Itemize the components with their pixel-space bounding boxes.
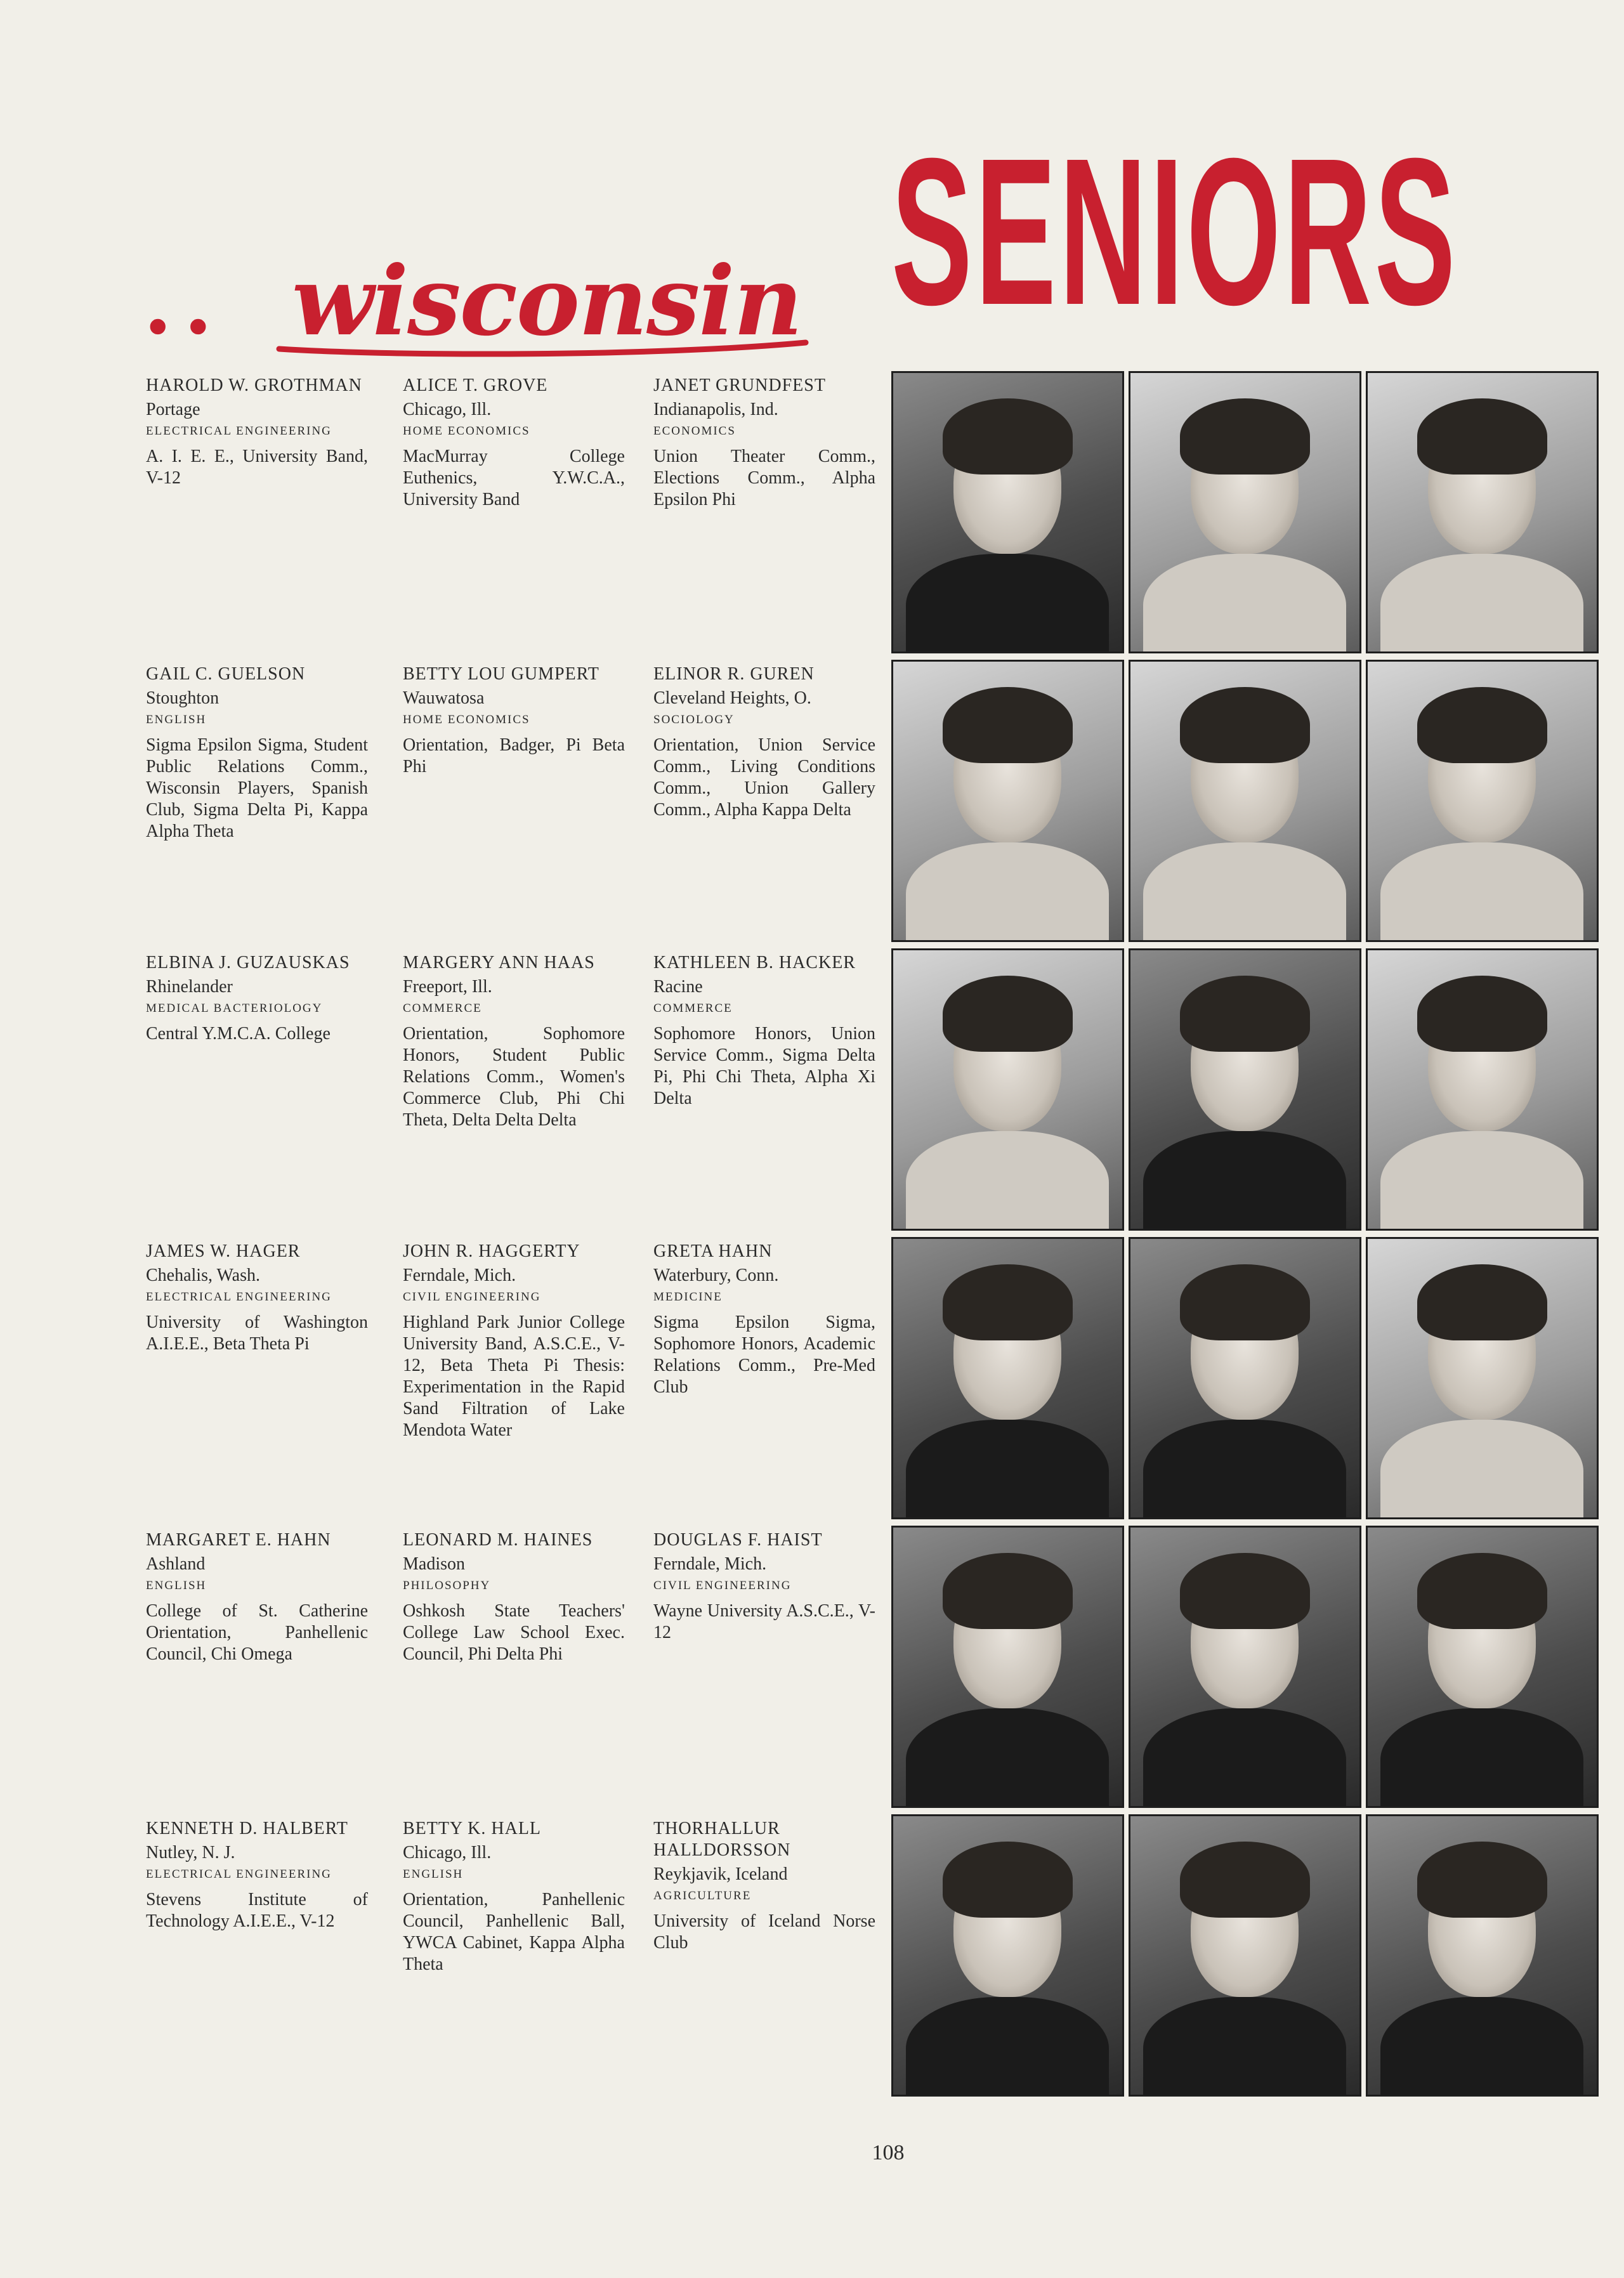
senior-entry — [146, 1241, 368, 1355]
senior-activities: Orientation, Panhellenic Council, Panhellenic Ball, YWCA Cabinet, Kappa Alpha Theta — [403, 1890, 625, 1974]
portrait-photo — [1366, 1526, 1599, 1808]
senior-name: BETTY K. HALL — [403, 1819, 542, 1838]
senior-activities: Central Y.M.C.A. College — [146, 1024, 331, 1044]
portrait-photo — [1129, 1526, 1361, 1808]
senior-entry — [403, 664, 625, 778]
senior-name: JANET GRUNDFEST — [653, 376, 826, 395]
page-number: 108 — [872, 2141, 905, 2164]
senior-entry — [403, 1529, 625, 1665]
senior-entry — [146, 375, 368, 489]
senior-entry — [403, 375, 625, 511]
senior-hometown: Ashland — [146, 1554, 206, 1574]
portrait-photo — [1129, 371, 1361, 653]
portrait-strip — [891, 1237, 1599, 1524]
senior-entry — [653, 952, 875, 1110]
portrait-photo — [1366, 1237, 1599, 1519]
senior-activities: Wayne University A.S.C.E., V-12 — [653, 1601, 875, 1642]
senior-row — [146, 1526, 1599, 1812]
senior-field: HOME ECONOMICS — [403, 424, 530, 438]
senior-name: KATHLEEN B. HACKER — [653, 953, 856, 972]
senior-activities: Union Theater Comm., Elections Comm., Alpha Epsilon Phi — [653, 447, 875, 509]
senior-activities: Sigma Epsilon Sigma, Student Public Relations Comm., Wisconsin Players, Spanish Club, Sigma Delta Pi, Kappa Alpha Theta — [146, 735, 368, 841]
senior-field: SOCIOLOGY — [653, 713, 735, 726]
senior-activities: Sigma Epsilon Sigma, Sophomore Honors, Academic Relations Comm., Pre-Med Club — [653, 1312, 875, 1397]
senior-activities: Stevens Institute of Technology A.I.E.E., V-12 — [146, 1890, 368, 1931]
heading-dots: .. — [146, 249, 226, 354]
senior-field: ENGLISH — [403, 1868, 464, 1881]
senior-hometown: Chicago, Ill. — [403, 400, 492, 419]
senior-activities: Orientation, Union Service Comm., Living Conditions Comm., Union Gallery Comm., Alpha Kappa Delta — [653, 735, 875, 820]
portrait-photo — [1129, 1237, 1361, 1519]
portrait-strip — [891, 1814, 1599, 2101]
portrait-photo — [1366, 371, 1599, 653]
senior-entry — [403, 1818, 625, 1975]
portrait-photo — [891, 660, 1124, 942]
portrait-strip — [891, 660, 1599, 946]
senior-row — [146, 1814, 1599, 2101]
senior-entry — [146, 1818, 368, 1932]
portrait-photo — [1129, 660, 1361, 942]
senior-entry — [146, 952, 368, 1045]
senior-hometown: Portage — [146, 400, 200, 419]
portrait-photo — [891, 1814, 1124, 2097]
senior-hometown: Madison — [403, 1554, 465, 1574]
senior-field: COMMERCE — [653, 1002, 733, 1015]
senior-entry — [146, 664, 368, 842]
senior-hometown: Racine — [653, 977, 703, 997]
senior-name: GRETA HAHN — [653, 1241, 773, 1261]
senior-field: ENGLISH — [146, 713, 207, 726]
senior-hometown: Nutley, N. J. — [146, 1843, 235, 1862]
senior-field: MEDICAL BACTERIOLOGY — [146, 1002, 323, 1015]
senior-hometown: Stoughton — [146, 688, 219, 708]
senior-field: CIVIL ENGINEERING — [653, 1579, 792, 1592]
portrait-photo — [1129, 948, 1361, 1231]
senior-field: ECONOMICS — [653, 424, 736, 438]
senior-name: HAROLD W. GROTHMAN — [146, 376, 362, 395]
senior-activities: University of Washington A.I.E.E., Beta Theta Pi — [146, 1312, 368, 1354]
senior-field: CIVIL ENGINEERING — [403, 1290, 541, 1304]
senior-name: ELBINA J. GUZAUSKAS — [146, 953, 350, 972]
senior-entry — [653, 1529, 875, 1644]
portrait-photo — [1366, 1814, 1599, 2097]
senior-hometown: Ferndale, Mich. — [653, 1554, 767, 1574]
portrait-photo — [891, 1526, 1124, 1808]
senior-name: MARGERY ANN HAAS — [403, 953, 595, 972]
script-heading — [146, 245, 875, 362]
senior-hometown: Rhinelander — [146, 977, 233, 997]
portrait-strip — [891, 948, 1599, 1235]
senior-hometown: Freeport, Ill. — [403, 977, 492, 997]
senior-field: COMMERCE — [403, 1002, 482, 1015]
senior-hometown: Chehalis, Wash. — [146, 1266, 260, 1285]
senior-field: ELECTRICAL ENGINEERING — [146, 1290, 332, 1304]
portrait-photo — [1129, 1814, 1361, 2097]
senior-row — [146, 371, 1599, 658]
senior-activities: A. I. E. E., University Band, V-12 — [146, 447, 368, 488]
senior-field: ENGLISH — [146, 1579, 207, 1592]
senior-field: HOME ECONOMICS — [403, 713, 530, 726]
senior-hometown: Waterbury, Conn. — [653, 1266, 779, 1285]
senior-field: MEDICINE — [653, 1290, 723, 1304]
wisconsin-script-title: wisconsin — [292, 245, 802, 357]
portrait-photo — [1366, 660, 1599, 942]
senior-activities: Highland Park Junior College University Band, A.S.C.E., V-12, Beta Theta Pi Thesis: Experimentation in the Rapid Sand Filtration of Lake Mendota Water — [403, 1312, 625, 1440]
senior-field: PHILOSOPHY — [403, 1579, 491, 1592]
senior-field: ELECTRICAL ENGINEERING — [146, 1868, 332, 1881]
portrait-photo — [1366, 948, 1599, 1231]
senior-activities: Orientation, Sophomore Honors, Student Public Relations Comm., Women's Commerce Club, Phi Chi Theta, Delta Delta Delta — [403, 1024, 625, 1130]
senior-hometown: Ferndale, Mich. — [403, 1266, 516, 1285]
senior-name: BETTY LOU GUMPERT — [403, 664, 599, 684]
portrait-photo — [891, 948, 1124, 1231]
senior-activities: MacMurray College Euthenics, Y.W.C.A., University Band — [403, 447, 625, 509]
senior-row — [146, 1237, 1599, 1524]
senior-entry — [653, 1241, 875, 1398]
senior-entry — [653, 1818, 875, 1954]
senior-name: JAMES W. HAGER — [146, 1241, 301, 1261]
senior-name: ELINOR R. GUREN — [653, 664, 815, 684]
senior-name: THORHALLUR HALLDORSSON — [653, 1819, 791, 1860]
senior-name: MARGARET E. HAHN — [146, 1530, 331, 1550]
senior-activities: Oshkosh State Teachers' College Law School Exec. Council, Phi Delta Phi — [403, 1601, 625, 1664]
senior-name: DOUGLAS F. HAIST — [653, 1530, 823, 1550]
senior-row — [146, 660, 1599, 946]
script-underline-swash — [273, 335, 812, 360]
senior-field: ELECTRICAL ENGINEERING — [146, 424, 332, 438]
senior-activities: Orientation, Badger, Pi Beta Phi — [403, 735, 625, 776]
senior-entry — [653, 375, 875, 511]
senior-hometown: Indianapolis, Ind. — [653, 400, 778, 419]
portrait-strip — [891, 1526, 1599, 1812]
portrait-photo — [891, 1237, 1124, 1519]
senior-activities: University of Iceland Norse Club — [653, 1911, 875, 1953]
senior-name: GAIL C. GUELSON — [146, 664, 306, 684]
senior-entry — [146, 1529, 368, 1665]
portrait-strip — [891, 371, 1599, 658]
senior-name: ALICE T. GROVE — [403, 376, 548, 395]
senior-hometown: Chicago, Ill. — [403, 1843, 492, 1862]
senior-entry — [403, 1241, 625, 1441]
senior-hometown: Cleveland Heights, O. — [653, 688, 811, 708]
senior-name: JOHN R. HAGGERTY — [403, 1241, 580, 1261]
senior-hometown: Wauwatosa — [403, 688, 485, 708]
senior-field: AGRICULTURE — [653, 1889, 752, 1902]
senior-name: KENNETH D. HALBERT — [146, 1819, 348, 1838]
senior-row — [146, 948, 1599, 1235]
portrait-photo — [891, 371, 1124, 653]
senior-entry — [403, 952, 625, 1131]
senior-hometown: Reykjavik, Iceland — [653, 1864, 788, 1884]
senior-activities: College of St. Catherine Orientation, Panhellenic Council, Chi Omega — [146, 1601, 368, 1664]
seniors-title: SENIORS — [891, 114, 1458, 348]
senior-name: LEONARD M. HAINES — [403, 1530, 593, 1550]
senior-entry — [653, 664, 875, 821]
senior-activities: Sophomore Honors, Union Service Comm., Sigma Delta Pi, Phi Chi Theta, Alpha Xi Delta — [653, 1024, 875, 1108]
